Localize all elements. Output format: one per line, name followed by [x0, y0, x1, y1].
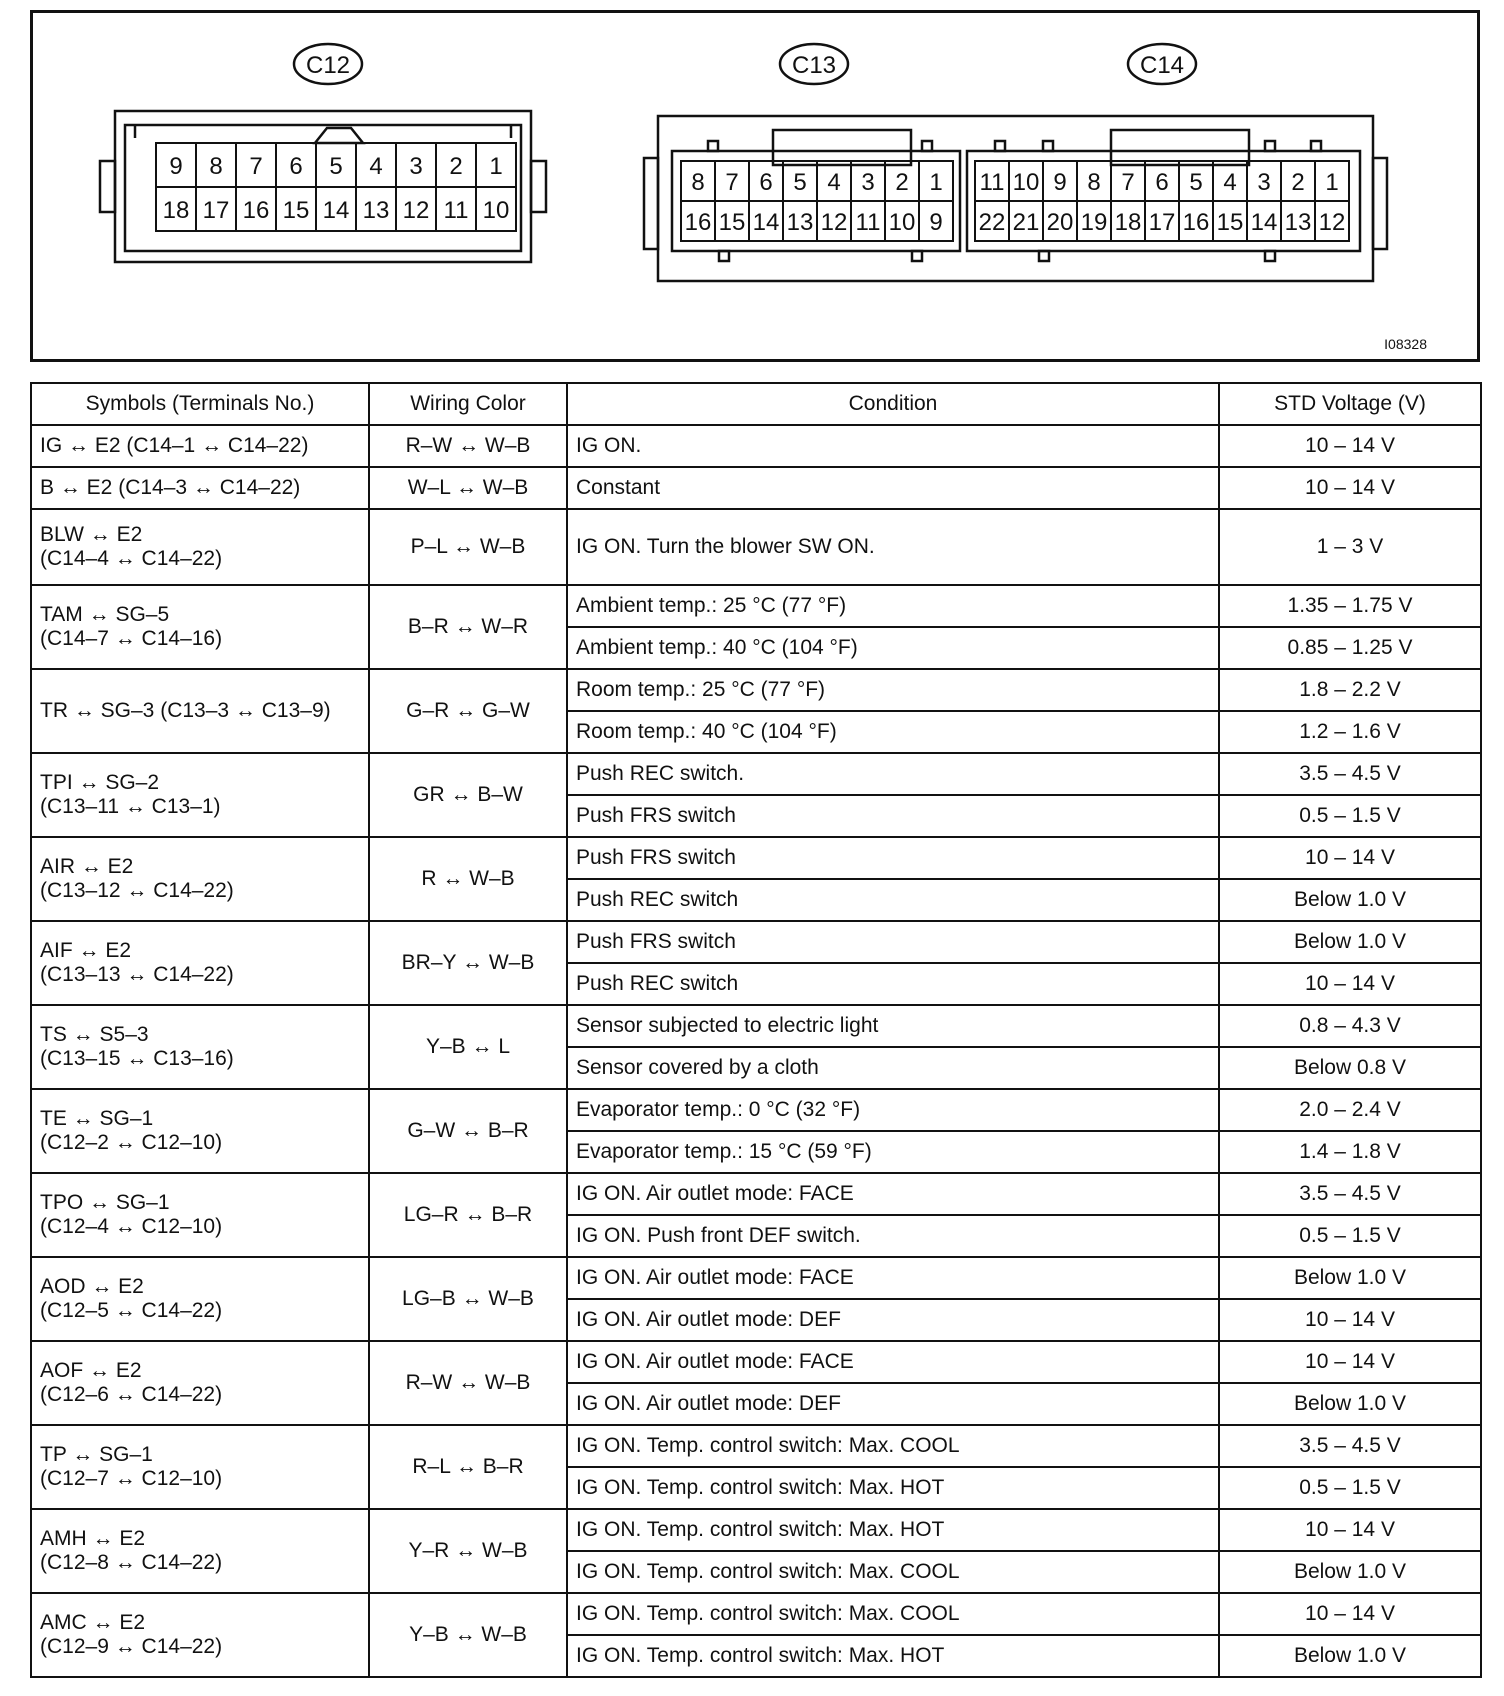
pin-number: 5	[793, 169, 807, 196]
pin-number: 4	[827, 169, 841, 196]
connector-drawing	[33, 13, 1477, 359]
pin-number: 16	[242, 197, 270, 224]
pin-number: 14	[752, 209, 780, 236]
condition-cell: IG ON. Temp. control switch: Max. COOL	[567, 1551, 1219, 1593]
std-voltage-cell: Below 1.0 V	[1219, 921, 1481, 963]
pin-number: 14	[322, 197, 350, 224]
terminal-symbol-line: (C12–4 ↔ C12–10)	[40, 1215, 223, 1238]
terminal-symbol-line: (C14–7 ↔ C14–16)	[40, 627, 223, 650]
table-row	[31, 1341, 1481, 1383]
pin-number: 7	[725, 169, 739, 196]
terminal-symbol-line: (C12–2 ↔ C12–10)	[40, 1131, 223, 1154]
pin-number: 11	[855, 209, 881, 236]
wiring-color-cell: W–L ↔ W–B	[369, 467, 567, 509]
pin-number: 16	[1182, 209, 1210, 236]
pin-number: 1	[489, 153, 503, 180]
std-voltage-cell: 10 – 14 V	[1219, 1593, 1481, 1635]
terminal-symbol-line: (C13–15 ↔ C13–16)	[40, 1047, 234, 1070]
condition-cell: IG ON.	[567, 425, 1219, 467]
terminal-symbol-cell	[31, 921, 369, 1005]
std-voltage-cell: 10 – 14 V	[1219, 1341, 1481, 1383]
condition-cell: Push FRS switch	[567, 795, 1219, 837]
pin-number: 8	[1087, 169, 1101, 196]
wiring-color-cell: Y–R ↔ W–B	[369, 1509, 567, 1593]
pin-number: 8	[209, 153, 223, 180]
condition-cell: IG ON. Turn the blower SW ON.	[567, 509, 1219, 585]
pin-number: 3	[1257, 169, 1271, 196]
pin-number: 14	[1250, 209, 1278, 236]
pin-grid-c12	[156, 143, 516, 231]
condition-cell: IG ON. Temp. control switch: Max. HOT	[567, 1635, 1219, 1677]
pin-number: 13	[786, 209, 814, 236]
terminal-symbol-line: AOF ↔ E2	[40, 1359, 142, 1382]
terminal-symbol-line: IG ↔ E2 (C14–1 ↔ C14–22)	[40, 434, 309, 457]
pin-number: 15	[718, 209, 746, 236]
condition-cell: Push REC switch	[567, 963, 1219, 1005]
pin-number: 2	[1291, 169, 1305, 196]
pin-number: 10	[1012, 169, 1040, 196]
std-voltage-cell: Below 1.0 V	[1219, 1383, 1481, 1425]
wiring-color-cell: P–L ↔ W–B	[369, 509, 567, 585]
pin-number: 15	[1216, 209, 1244, 236]
std-voltage-cell: 1 – 3 V	[1219, 509, 1481, 585]
header-symbols: Symbols (Terminals No.)	[31, 383, 369, 425]
terminal-symbol-line: (C12–8 ↔ C14–22)	[40, 1551, 223, 1574]
terminal-symbol-line: B ↔ E2 (C14–3 ↔ C14–22)	[40, 476, 301, 499]
terminal-symbol-cell	[31, 669, 369, 753]
std-voltage-cell: 0.8 – 4.3 V	[1219, 1005, 1481, 1047]
std-voltage-cell: 1.2 – 1.6 V	[1219, 711, 1481, 753]
pin-number: 11	[979, 169, 1005, 196]
pin-number: 6	[759, 169, 773, 196]
pin-number: 11	[443, 197, 469, 224]
std-voltage-cell: 10 – 14 V	[1219, 425, 1481, 467]
condition-cell: Push FRS switch	[567, 921, 1219, 963]
terminal-symbol-line: AOD ↔ E2	[40, 1275, 144, 1298]
terminal-symbol-line: AIF ↔ E2	[40, 939, 132, 962]
terminal-symbol-line: BLW ↔ E2	[40, 523, 143, 546]
pin-number: 7	[1121, 169, 1135, 196]
terminal-symbol-cell	[31, 837, 369, 921]
condition-cell: IG ON. Air outlet mode: FACE	[567, 1257, 1219, 1299]
figure-id: I08328	[1384, 336, 1427, 352]
terminal-symbol-cell	[31, 1089, 369, 1173]
condition-cell: Room temp.: 25 °C (77 °F)	[567, 669, 1219, 711]
table-row	[31, 1173, 1481, 1215]
pin-number: 9	[929, 209, 943, 236]
condition-cell: Push REC switch	[567, 879, 1219, 921]
wiring-color-cell: R ↔ W–B	[369, 837, 567, 921]
std-voltage-cell: 3.5 – 4.5 V	[1219, 1173, 1481, 1215]
connector-label-c14: C14	[1139, 52, 1185, 79]
condition-cell: IG ON. Push front DEF switch.	[567, 1215, 1219, 1257]
pin-number: 19	[1080, 209, 1108, 236]
wiring-color-cell: R–W ↔ W–B	[369, 425, 567, 467]
terminal-symbol-cell	[31, 1593, 369, 1677]
wiring-color-cell: R–L ↔ B–R	[369, 1425, 567, 1509]
pin-number: 12	[1318, 209, 1346, 236]
table-row	[31, 1005, 1481, 1047]
terminal-symbol-cell	[31, 1257, 369, 1341]
connector-label-c13: C13	[791, 52, 837, 79]
pin-number: 4	[369, 153, 383, 180]
pin-number: 3	[409, 153, 423, 180]
pin-grid-c13	[681, 161, 953, 241]
connector-label-c12: C12	[305, 52, 351, 79]
terminal-symbol-cell	[31, 585, 369, 669]
terminal-symbol-cell	[31, 509, 369, 585]
pin-number: 1	[1325, 169, 1339, 196]
condition-cell: Push REC switch.	[567, 753, 1219, 795]
std-voltage-cell: 10 – 14 V	[1219, 963, 1481, 1005]
pin-number: 2	[449, 153, 463, 180]
condition-cell: IG ON. Air outlet mode: FACE	[567, 1173, 1219, 1215]
std-voltage-cell: Below 1.0 V	[1219, 1551, 1481, 1593]
condition-cell: Sensor covered by a cloth	[567, 1047, 1219, 1089]
voltage-spec-table	[30, 382, 1482, 1678]
pin-number: 15	[282, 197, 310, 224]
terminal-symbol-line: TPI ↔ SG–2	[40, 771, 160, 794]
wiring-color-cell: Y–B ↔ W–B	[369, 1593, 567, 1677]
table-row	[31, 509, 1481, 585]
condition-cell: Push FRS switch	[567, 837, 1219, 879]
std-voltage-cell: Below 0.8 V	[1219, 1047, 1481, 1089]
terminal-symbol-cell	[31, 1173, 369, 1257]
condition-cell: Room temp.: 40 °C (104 °F)	[567, 711, 1219, 753]
pin-number: 10	[888, 209, 916, 236]
table-row	[31, 1593, 1481, 1635]
table-row	[31, 753, 1481, 795]
terminal-symbol-cell	[31, 1341, 369, 1425]
std-voltage-cell: 3.5 – 4.5 V	[1219, 753, 1481, 795]
terminal-symbol-line: (C13–11 ↔ C13–1)	[40, 795, 221, 818]
wiring-color-cell: LG–R ↔ B–R	[369, 1173, 567, 1257]
pin-number: 3	[861, 169, 875, 196]
terminal-symbol-line: (C13–13 ↔ C14–22)	[40, 963, 234, 986]
terminal-symbol-cell	[31, 1425, 369, 1509]
pin-number: 2	[895, 169, 909, 196]
terminal-symbol-line: TR ↔ SG–3 (C13–3 ↔ C13–9)	[40, 699, 331, 722]
header-condition: Condition	[567, 383, 1219, 425]
condition-cell: Ambient temp.: 25 °C (77 °F)	[567, 585, 1219, 627]
std-voltage-cell: 1.8 – 2.2 V	[1219, 669, 1481, 711]
condition-cell: IG ON. Air outlet mode: DEF	[567, 1299, 1219, 1341]
table-body	[31, 425, 1481, 1677]
condition-cell: Evaporator temp.: 0 °C (32 °F)	[567, 1089, 1219, 1131]
header-row	[31, 383, 1481, 425]
condition-cell: IG ON. Air outlet mode: DEF	[567, 1383, 1219, 1425]
terminal-symbol-line: TAM ↔ SG–5	[40, 603, 170, 626]
std-voltage-cell: Below 1.0 V	[1219, 1257, 1481, 1299]
table-row	[31, 1257, 1481, 1299]
wiring-color-cell: R–W ↔ W–B	[369, 1341, 567, 1425]
pin-number: 16	[684, 209, 712, 236]
pin-number: 5	[329, 153, 343, 180]
pin-number: 17	[202, 197, 230, 224]
wiring-color-cell: Y–B ↔ L	[369, 1005, 567, 1089]
table-row	[31, 669, 1481, 711]
pin-number: 7	[249, 153, 263, 180]
table-row	[31, 467, 1481, 509]
condition-cell: IG ON. Temp. control switch: Max. HOT	[567, 1467, 1219, 1509]
table-row	[31, 837, 1481, 879]
pin-number: 13	[362, 197, 390, 224]
std-voltage-cell: 0.5 – 1.5 V	[1219, 1467, 1481, 1509]
pin-number: 12	[402, 197, 430, 224]
table-row	[31, 1425, 1481, 1467]
pin-number: 18	[162, 197, 190, 224]
std-voltage-cell: 10 – 14 V	[1219, 1509, 1481, 1551]
pin-number: 5	[1189, 169, 1203, 196]
pin-number: 20	[1046, 209, 1074, 236]
terminal-symbol-line: (C14–4 ↔ C14–22)	[40, 547, 223, 570]
pin-number: 13	[1284, 209, 1312, 236]
std-voltage-cell: 2.0 – 2.4 V	[1219, 1089, 1481, 1131]
table-row	[31, 425, 1481, 467]
pin-number: 21	[1012, 209, 1040, 236]
terminal-symbol-line: (C12–9 ↔ C14–22)	[40, 1635, 223, 1658]
std-voltage-cell: 1.35 – 1.75 V	[1219, 585, 1481, 627]
table-row	[31, 1089, 1481, 1131]
condition-cell: IG ON. Temp. control switch: Max. HOT	[567, 1509, 1219, 1551]
pin-number: 22	[978, 209, 1006, 236]
pin-number: 6	[289, 153, 303, 180]
terminal-symbol-line: AMH ↔ E2	[40, 1527, 146, 1550]
connector-diagram	[30, 10, 1480, 362]
condition-cell: Sensor subjected to electric light	[567, 1005, 1219, 1047]
terminal-symbol-cell	[31, 1005, 369, 1089]
wiring-color-cell: B–R ↔ W–R	[369, 585, 567, 669]
std-voltage-cell: 0.5 – 1.5 V	[1219, 795, 1481, 837]
std-voltage-cell: 1.4 – 1.8 V	[1219, 1131, 1481, 1173]
pin-number: 9	[169, 153, 183, 180]
condition-cell: Constant	[567, 467, 1219, 509]
std-voltage-cell: Below 1.0 V	[1219, 1635, 1481, 1677]
pin-number: 4	[1223, 169, 1237, 196]
table-row	[31, 1509, 1481, 1551]
terminal-symbol-line: TE ↔ SG–1	[40, 1107, 154, 1130]
pin-grid-c14	[975, 161, 1349, 241]
condition-cell: IG ON. Temp. control switch: Max. COOL	[567, 1425, 1219, 1467]
terminal-symbol-line: TS ↔ S5–3	[40, 1023, 149, 1046]
terminal-symbol-cell	[31, 425, 369, 467]
pin-number: 10	[482, 197, 510, 224]
std-voltage-cell: Below 1.0 V	[1219, 879, 1481, 921]
wiring-color-cell: BR–Y ↔ W–B	[369, 921, 567, 1005]
std-voltage-cell: 10 – 14 V	[1219, 837, 1481, 879]
condition-cell: Evaporator temp.: 15 °C (59 °F)	[567, 1131, 1219, 1173]
wiring-color-cell: LG–B ↔ W–B	[369, 1257, 567, 1341]
wiring-color-cell: G–R ↔ G–W	[369, 669, 567, 753]
terminal-symbol-cell	[31, 753, 369, 837]
wiring-color-cell: GR ↔ B–W	[369, 753, 567, 837]
terminal-symbol-line: AMC ↔ E2	[40, 1611, 146, 1634]
terminal-symbol-line: (C13–12 ↔ C14–22)	[40, 879, 234, 902]
pin-number: 1	[929, 169, 943, 196]
terminal-symbol-line: (C12–6 ↔ C14–22)	[40, 1383, 223, 1406]
header-wiring-color: Wiring Color	[369, 383, 567, 425]
pin-number: 6	[1155, 169, 1169, 196]
terminal-symbol-line: AIR ↔ E2	[40, 855, 134, 878]
std-voltage-cell: 10 – 14 V	[1219, 467, 1481, 509]
std-voltage-cell: 0.85 – 1.25 V	[1219, 627, 1481, 669]
pin-number: 17	[1148, 209, 1176, 236]
pin-number: 18	[1114, 209, 1142, 236]
header-std-voltage: STD Voltage (V)	[1219, 383, 1481, 425]
std-voltage-cell: 0.5 – 1.5 V	[1219, 1215, 1481, 1257]
terminal-symbol-line: (C12–5 ↔ C14–22)	[40, 1299, 223, 1322]
condition-cell: Ambient temp.: 40 °C (104 °F)	[567, 627, 1219, 669]
table-row	[31, 585, 1481, 627]
pin-number: 12	[820, 209, 848, 236]
std-voltage-cell: 3.5 – 4.5 V	[1219, 1425, 1481, 1467]
terminal-symbol-cell	[31, 1509, 369, 1593]
condition-cell: IG ON. Temp. control switch: Max. COOL	[567, 1593, 1219, 1635]
pin-number: 8	[691, 169, 705, 196]
std-voltage-cell: 10 – 14 V	[1219, 1299, 1481, 1341]
pin-number: 9	[1053, 169, 1067, 196]
terminal-symbol-line: (C12–7 ↔ C12–10)	[40, 1467, 223, 1490]
wiring-color-cell: G–W ↔ B–R	[369, 1089, 567, 1173]
table-row	[31, 921, 1481, 963]
condition-cell: IG ON. Air outlet mode: FACE	[567, 1341, 1219, 1383]
terminal-symbol-cell	[31, 467, 369, 509]
terminal-symbol-line: TP ↔ SG–1	[40, 1443, 153, 1466]
terminal-symbol-line: TPO ↔ SG–1	[40, 1191, 170, 1214]
